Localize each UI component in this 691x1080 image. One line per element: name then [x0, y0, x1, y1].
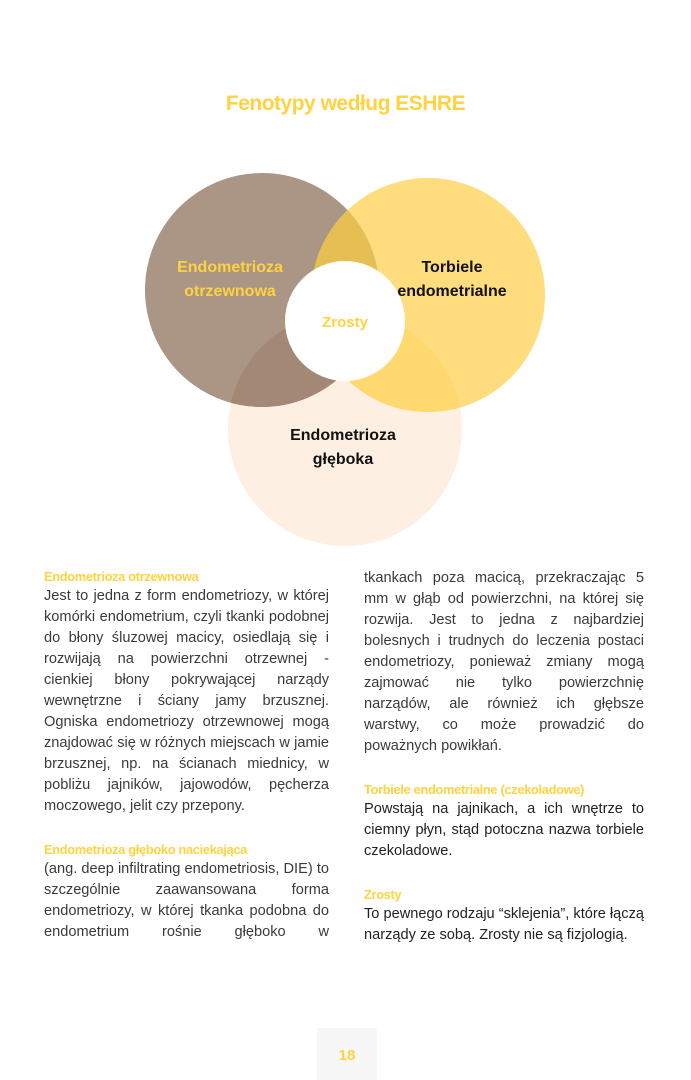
- section-body-gleboko-part1: (ang. deep infiltrating endometriosis, DIE) to szczególnie zaawansowana forma endometriozy, w której tkanka podobna do endometrium rośnie głęboko w: [44, 861, 329, 940]
- section-heading-gleboko: Endometrioza głęboko naciekająca: [44, 842, 248, 857]
- right-column: [364, 568, 644, 946]
- left-circle-label-line2: otrzewnowa: [184, 283, 276, 300]
- section-body-torbiele: Powstają na jajnikach, a ich wnętrze to ciemny płyn, stąd potoczna nazwa torbiele czekoladowe.: [364, 801, 644, 859]
- section-heading-torbiele: Torbiele endometrialne (czekoladowe): [364, 782, 585, 797]
- page-title: Fenotypy według ESHRE: [225, 92, 466, 115]
- left-circle-label-line1: Endometrioza: [177, 259, 283, 276]
- bottom-circle-label-line1: Endometrioza: [290, 427, 396, 444]
- section-body-zrosty: To pewnego rodzaju “sklejenia”, które łączą narządy ze sobą. Zrosty nie są fizjologią.: [364, 906, 644, 943]
- bottom-circle-label-line2: głęboka: [312, 451, 374, 468]
- page-number: 18: [338, 1047, 356, 1064]
- section-heading-otrzewnowa: Endometrioza otrzewnowa: [44, 569, 199, 584]
- right-circle-label-line2: endometrialne: [397, 283, 507, 300]
- section-body-otrzewnowa: Jest to jedna z form endometriozy, w której komórki endometrium, czyli tkanki podobnej do błony śluzowej macicy, osiedlają się i rozwijają na powierzchni otrzewnej - cienkiej błony pokrywającej narządy wewnętrzne i ściany jamy brzusznej. Ogniska endometriozy otrzewnowej mogą znajdować się w różnych miejscach w jamie brzusznej, np. na ścianach miednicy, w pobliżu jajników, jajowodów, pęcherza moczowego, jelit czy przepony.: [44, 588, 329, 814]
- right-circle-label-line1: Torbiele: [421, 259, 483, 276]
- left-column: [44, 568, 329, 943]
- section-heading-zrosty: Zrosty: [364, 887, 402, 902]
- section-body-gleboko-part2: tkankach poza macicą, przekraczając 5 mm w głąb od powierzchni, na której się rozwija. Jest to jedna z najbardziej bolesnych i trudnych do leczenia postaci endometriozy, ponieważ zmiany mogą zajmować nie tylko powierzchnię narządów, ale również ich głębsze warstwy, co może prowadzić do poważnych powikłań.: [364, 570, 644, 754]
- page-number-box: [317, 1028, 377, 1080]
- center-label: Zrosty: [322, 314, 368, 331]
